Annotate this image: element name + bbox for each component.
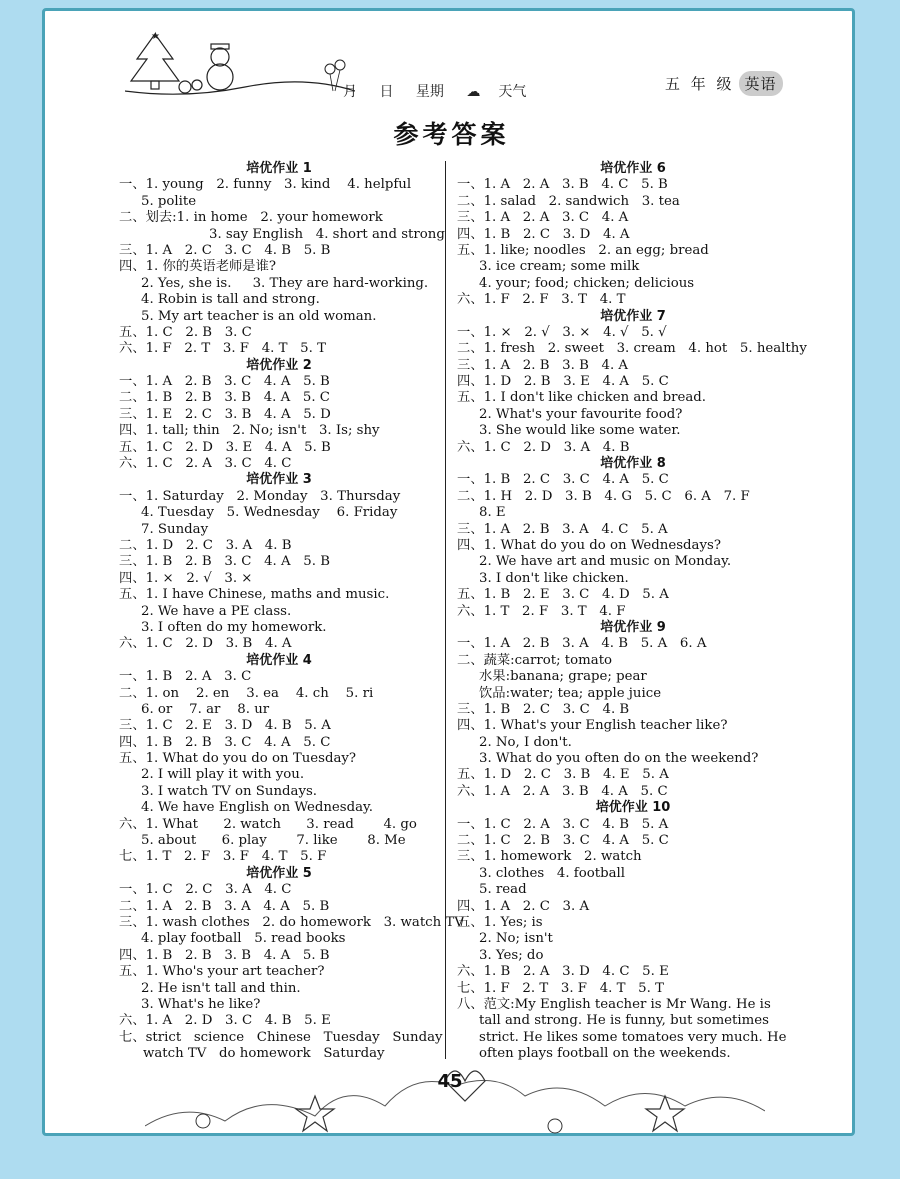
answer-line: strict. He likes some tomatoes very much. He [479, 1029, 787, 1045]
answer-line: 4. Robin is tall and strong. [141, 292, 320, 308]
answer-line: 6. or 7. ar 8. ur [141, 701, 270, 717]
answer-line: 一、1. A 2. B 3. C 4. A 5. B [119, 374, 330, 390]
page-title: 参考答案 [393, 120, 510, 149]
answer-line: 七、1. T 2. F 3. F 4. T 5. F [119, 849, 327, 865]
answer-line: 四、1. D 2. B 3. E 4. A 5. C [457, 374, 669, 390]
footer-decoration-icon [145, 1051, 765, 1136]
answer-line: 五、1. C 2. B 3. C [119, 324, 252, 340]
answer-line: 四、1. B 2. C 3. D 4. A [457, 226, 630, 242]
answer-line: 五、1. Who's your art teacher? [119, 964, 325, 980]
answer-line: 六、1. C 2. A 3. C 4. C [119, 456, 292, 472]
answer-page [42, 8, 855, 1136]
header-decoration-icon [125, 29, 355, 99]
answer-line: 一、1. B 2. A 3. C [119, 669, 252, 685]
answer-line: 2. We have a PE class. [141, 603, 292, 619]
answer-line: 一、1. Saturday 2. Monday 3. Thursday [119, 488, 401, 504]
answer-line: 一、1. A 2. B 3. A 4. B 5. A 6. A [457, 636, 707, 652]
answer-line: 六、1. What 2. watch 3. read 4. go [119, 816, 417, 832]
answer-line: 5. about 6. play 7. like 8. Me [141, 833, 406, 849]
answer-line: 三、1. E 2. C 3. B 4. A 5. D [119, 406, 331, 422]
page-number: 45 [437, 1071, 463, 1092]
answer-line: 一、1. C 2. A 3. C 4. B 5. A [457, 816, 669, 832]
answer-line: 一、1. young 2. funny 3. kind 4. helpful [119, 177, 412, 193]
section-heading: 培优作业 10 [595, 800, 671, 816]
answer-line: 4. We have English on Wednesday. [141, 800, 374, 816]
answer-line: 3. I don't like chicken. [479, 570, 629, 586]
answer-line: 2. I will play it with you. [141, 767, 305, 783]
day-label: 日 [379, 84, 394, 100]
answer-line: 4. Tuesday 5. Wednesday 6. Friday [141, 505, 398, 521]
answer-line: 二、1. C 2. B 3. C 4. A 5. C [457, 833, 669, 849]
answer-line: 3. ice cream; some milk [479, 259, 640, 275]
weather-label: 天气 [498, 84, 527, 100]
answer-line: 四、1. B 2. B 3. C 4. A 5. C [119, 734, 331, 750]
answer-line: 2. No, I don't. [479, 734, 572, 750]
answer-line: tall and strong. He is funny, but sometimes [479, 1013, 769, 1029]
answer-line: 三、1. A 2. C 3. C 4. B 5. B [119, 242, 331, 258]
answer-line: 六、1. B 2. A 3. D 4. C 5. E [457, 964, 669, 980]
answer-line: 2. We have art and music on Monday. [479, 554, 732, 570]
answer-line: 三、1. A 2. B 3. B 4. A [457, 357, 629, 373]
section-heading: 培优作业 4 [246, 652, 312, 668]
answer-line: 3. Yes; do [479, 947, 544, 963]
answer-line: 六、1. A 2. D 3. C 4. B 5. E [119, 1013, 331, 1029]
answer-line: 五、1. C 2. D 3. E 4. A 5. B [119, 439, 331, 455]
answer-line: 二、1. D 2. C 3. A 4. B [119, 537, 292, 553]
answer-line: 2. No; isn't [479, 931, 553, 947]
answer-line: 5. read [479, 882, 527, 898]
answer-line: 三、1. A 2. B 3. A 4. C 5. A [457, 521, 668, 537]
answer-line: 5. My art teacher is an old woman. [141, 308, 377, 324]
answer-line: 四、1. × 2. √ 3. × [119, 570, 253, 586]
date-row [343, 81, 544, 101]
section-heading: 培优作业 3 [246, 472, 312, 488]
month-label: 月 [343, 84, 357, 100]
answer-line: 五、1. like; noodles 2. an egg; bread [457, 242, 709, 258]
answer-line: 二、1. on 2. en 3. ea 4. ch 5. ri [119, 685, 374, 701]
answer-line: 五、1. Yes; is [457, 914, 543, 930]
answer-line: 三、1. B 2. C 3. C 4. B [457, 701, 630, 717]
answer-line: 二、划去:1. in home 2. your homework [119, 210, 383, 226]
answer-line: 水果:banana; grape; pear [479, 669, 647, 685]
subject-badge: 英语 [739, 71, 783, 96]
answer-line: 8. E [479, 505, 506, 521]
answer-line: 七、1. F 2. T 3. F 4. T 5. T [457, 980, 664, 996]
answer-line: 三、1. homework 2. watch [457, 849, 642, 865]
answer-line: 2. What's your favourite food? [479, 406, 683, 422]
answer-line: 六、1. A 2. A 3. B 4. A 5. C [457, 783, 668, 799]
answer-line: 2. Yes, she is. 3. They are hard-working. [141, 275, 429, 291]
answer-line: 一、1. A 2. A 3. B 4. C 5. B [457, 177, 668, 193]
answer-line: 4. your; food; chicken; delicious [479, 275, 695, 291]
answer-line: 五、1. I have Chinese, maths and music. [119, 587, 390, 603]
right-answer-column [457, 161, 809, 1062]
answer-line: 三、1. A 2. A 3. C 4. A [457, 210, 629, 226]
section-heading: 培优作业 7 [600, 308, 666, 324]
answer-line: 3. I often do my homework. [141, 619, 327, 635]
answer-line: 二、1. fresh 2. sweet 3. cream 4. hot 5. healthy [457, 341, 807, 357]
answer-line: 四、1. What's your English teacher like? [457, 718, 728, 734]
answer-line: 二、蔬菜:carrot; tomato [457, 652, 613, 668]
weekday-label: 星期 [415, 84, 444, 100]
answer-line: 七、strict science Chinese Tuesday Sunday [119, 1029, 443, 1045]
answer-line: 二、1. H 2. D 3. B 4. G 5. C 6. A 7. F [457, 488, 750, 504]
answer-line: 2. He isn't tall and thin. [141, 980, 301, 996]
answer-line: 3. What's he like? [141, 996, 261, 1012]
answer-line: 7. Sunday [141, 521, 209, 537]
answer-line: 六、1. T 2. F 3. T 4. F [457, 603, 626, 619]
section-heading: 培优作业 6 [600, 161, 666, 176]
answer-line: 四、1. 你的英语老师是谁? [119, 259, 277, 275]
section-heading: 培优作业 8 [600, 456, 666, 472]
answer-line: often plays football on the weekends. [479, 1046, 731, 1062]
answer-line: 3. What do you often do on the weekend? [479, 751, 759, 767]
answer-line: 二、1. salad 2. sandwich 3. tea [457, 193, 680, 209]
answer-line: 五、1. D 2. C 3. B 4. E 5. A [457, 767, 669, 783]
grade-subject [665, 71, 783, 96]
answer-line: 六、1. F 2. F 3. T 4. T [457, 292, 626, 308]
answer-line: 5. polite [141, 193, 197, 209]
section-heading: 培优作业 9 [600, 619, 666, 635]
grade-label: 五 年 级 [665, 75, 735, 93]
answer-line: 3. say English 4. short and strong [209, 226, 445, 242]
answer-line: 一、1. × 2. √ 3. × 4. √ 5. √ [457, 324, 667, 340]
answer-line: 一、1. B 2. C 3. C 4. A 5. C [457, 472, 669, 488]
answer-line: 六、1. C 2. D 3. B 4. A [119, 636, 292, 652]
answer-line: 饮品:water; tea; apple juice [479, 685, 662, 701]
answer-line: 三、1. wash clothes 2. do homework 3. watch TV [119, 914, 464, 930]
answer-line: 二、1. A 2. B 3. A 4. A 5. B [119, 898, 330, 914]
section-heading: 培优作业 2 [246, 357, 312, 373]
answer-line: 3. clothes 4. football [479, 865, 626, 881]
answer-line: 一、1. C 2. C 3. A 4. C [119, 882, 292, 898]
answer-line: 八、范文:My English teacher is Mr Wang. He is [457, 996, 771, 1012]
answer-line: 五、1. B 2. E 3. C 4. D 5. A [457, 587, 669, 603]
answer-line: 四、1. What do you do on Wednesdays? [457, 537, 721, 553]
answer-line: 3. She would like some water. [479, 423, 681, 439]
answer-line: 四、1. A 2. C 3. A [457, 898, 590, 914]
answer-line: 四、1. tall; thin 2. No; isn't 3. Is; shy [119, 423, 380, 439]
answer-line: 二、1. B 2. B 3. B 4. A 5. C [119, 390, 330, 406]
answer-line: 五、1. What do you do on Tuesday? [119, 751, 357, 767]
section-heading: 培优作业 1 [246, 161, 312, 176]
answer-line: 六、1. F 2. T 3. F 4. T 5. T [119, 341, 326, 357]
section-heading: 培优作业 5 [246, 865, 312, 881]
answer-line: watch TV do homework Saturday [143, 1046, 385, 1062]
answer-line: 三、1. C 2. E 3. D 4. B 5. A [119, 718, 331, 734]
answer-line: 3. I watch TV on Sundays. [141, 783, 318, 799]
answer-line: 六、1. C 2. D 3. A 4. B [457, 439, 630, 455]
left-answer-column [119, 161, 464, 1062]
answer-line: 4. play football 5. read books [141, 931, 346, 947]
svg-text:★: ★ [151, 31, 160, 42]
answer-line: 三、1. B 2. B 3. C 4. A 5. B [119, 554, 330, 570]
answer-line: 四、1. B 2. B 3. B 4. A 5. B [119, 947, 330, 963]
answer-line: 五、1. I don't like chicken and bread. [457, 390, 707, 406]
cloud-icon: ☁ [466, 84, 481, 100]
